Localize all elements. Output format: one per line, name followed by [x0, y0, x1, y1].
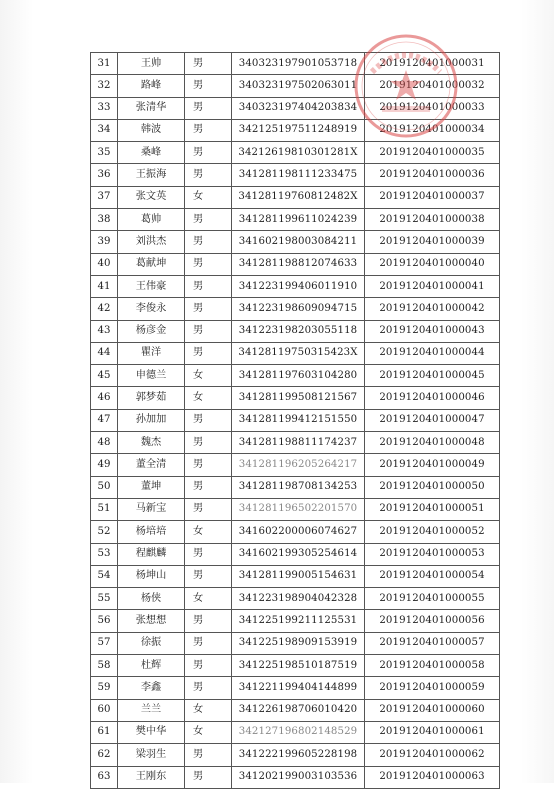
registration-number: 2019120401000055: [365, 588, 500, 610]
row-number: 41: [91, 275, 118, 297]
id-number: 341223198904042328: [232, 588, 365, 610]
person-name: 张想想: [118, 610, 185, 632]
person-name: 兰兰: [118, 699, 185, 721]
id-number: 341223198203055118: [232, 320, 365, 342]
row-number: 60: [91, 699, 118, 721]
roster-body: [91, 53, 500, 789]
person-name: 张清华: [118, 97, 185, 119]
table-row: [91, 275, 500, 297]
table-row: [91, 409, 500, 431]
gender: 男: [185, 119, 232, 141]
row-number: 40: [91, 253, 118, 275]
person-name: 瞿洋: [118, 342, 185, 364]
person-name: 王伟豪: [118, 275, 185, 297]
person-name: 王振海: [118, 164, 185, 186]
person-name: 李俊永: [118, 298, 185, 320]
registration-number: 2019120401000034: [365, 119, 500, 141]
registration-number: 2019120401000058: [365, 655, 500, 677]
row-number: 38: [91, 209, 118, 231]
id-number: 341281199005154631: [232, 565, 365, 587]
registration-number: 2019120401000047: [365, 409, 500, 431]
table-row: [91, 744, 500, 766]
person-name: 孙加加: [118, 409, 185, 431]
id-number: 342125197511248919: [232, 119, 365, 141]
gender: 男: [185, 632, 232, 654]
row-number: 58: [91, 655, 118, 677]
id-number: 341281199611024239: [232, 209, 365, 231]
person-name: 杨彦金: [118, 320, 185, 342]
person-name: 梁羽生: [118, 744, 185, 766]
row-number: 52: [91, 521, 118, 543]
gender: 男: [185, 498, 232, 520]
table-row: [91, 677, 500, 699]
person-name: 王帅: [118, 53, 185, 75]
id-number: 341202199003103536: [232, 766, 365, 788]
id-number: 341281199412151550: [232, 409, 365, 431]
gender: 女: [185, 588, 232, 610]
registration-number: 2019120401000038: [365, 209, 500, 231]
row-number: 32: [91, 75, 118, 97]
person-name: 王刚东: [118, 766, 185, 788]
table-row: [91, 253, 500, 275]
gender: 女: [185, 387, 232, 409]
table-row: [91, 432, 500, 454]
id-number: 341223199406011910: [232, 275, 365, 297]
registration-number: 2019120401000033: [365, 97, 500, 119]
gender: 男: [185, 766, 232, 788]
gender: 男: [185, 53, 232, 75]
person-name: 刘洪杰: [118, 231, 185, 253]
person-name: 李鑫: [118, 677, 185, 699]
registration-number: 2019120401000032: [365, 75, 500, 97]
row-number: 62: [91, 744, 118, 766]
person-name: 魏杰: [118, 432, 185, 454]
registration-number: 2019120401000043: [365, 320, 500, 342]
person-name: 徐振: [118, 632, 185, 654]
table-row: [91, 119, 500, 141]
row-number: 56: [91, 610, 118, 632]
gender: 女: [185, 365, 232, 387]
table-row: [91, 387, 500, 409]
person-name: 韩波: [118, 119, 185, 141]
gender: 男: [185, 209, 232, 231]
registration-number: 2019120401000046: [365, 387, 500, 409]
gender: 男: [185, 677, 232, 699]
gender: 男: [185, 231, 232, 253]
person-name: 路峰: [118, 75, 185, 97]
table-row: [91, 588, 500, 610]
registration-number: 2019120401000060: [365, 699, 500, 721]
row-number: 48: [91, 432, 118, 454]
id-number: 341281199508121567: [232, 387, 365, 409]
table-row: [91, 521, 500, 543]
gender: 男: [185, 253, 232, 275]
person-name: 杜辉: [118, 655, 185, 677]
table-row: [91, 543, 500, 565]
registration-number: 2019120401000050: [365, 476, 500, 498]
gender: 女: [185, 699, 232, 721]
table-row: [91, 164, 500, 186]
row-number: 49: [91, 454, 118, 476]
person-name: 程麒麟: [118, 543, 185, 565]
id-number: 341281196205264217: [232, 454, 365, 476]
registration-number: 2019120401000035: [365, 142, 500, 164]
row-number: 59: [91, 677, 118, 699]
registration-number: 2019120401000054: [365, 565, 500, 587]
table-row: [91, 498, 500, 520]
id-number: 341225199211125531: [232, 610, 365, 632]
row-number: 47: [91, 409, 118, 431]
registration-number: 2019120401000031: [365, 53, 500, 75]
gender: 男: [185, 75, 232, 97]
table-row: [91, 476, 500, 498]
id-number: 341221199404144899: [232, 677, 365, 699]
table-row: [91, 142, 500, 164]
id-number: 341281197603104280: [232, 365, 365, 387]
row-number: 46: [91, 387, 118, 409]
person-name: 樊中华: [118, 721, 185, 743]
id-number: 34212619810301281X: [232, 142, 365, 164]
row-number: 36: [91, 164, 118, 186]
registration-number: 2019120401000051: [365, 498, 500, 520]
row-number: 53: [91, 543, 118, 565]
gender: 男: [185, 744, 232, 766]
id-number: 340323197901053718: [232, 53, 365, 75]
gender: 男: [185, 142, 232, 164]
registration-number: 2019120401000037: [365, 186, 500, 208]
gender: 女: [185, 186, 232, 208]
person-name: 桑峰: [118, 142, 185, 164]
registration-number: 2019120401000036: [365, 164, 500, 186]
id-number: 34128119760812482X: [232, 186, 365, 208]
row-number: 54: [91, 565, 118, 587]
registration-number: 2019120401000062: [365, 744, 500, 766]
gender: 男: [185, 342, 232, 364]
table-row: [91, 97, 500, 119]
id-number: 341281196502201570: [232, 498, 365, 520]
id-number: 341281198811174237: [232, 432, 365, 454]
id-number: 341226198706010420: [232, 699, 365, 721]
table-row: [91, 632, 500, 654]
gender: 男: [185, 543, 232, 565]
person-name: 杨坤山: [118, 565, 185, 587]
table-row: [91, 53, 500, 75]
id-number: 341223198609094715: [232, 298, 365, 320]
registration-number: 2019120401000049: [365, 454, 500, 476]
gender: 男: [185, 275, 232, 297]
person-name: 杨培培: [118, 521, 185, 543]
row-number: 39: [91, 231, 118, 253]
table-row: [91, 721, 500, 743]
gender: 男: [185, 565, 232, 587]
table-row: [91, 454, 500, 476]
person-name: 葛帅: [118, 209, 185, 231]
table-row: [91, 766, 500, 788]
row-number: 37: [91, 186, 118, 208]
row-number: 35: [91, 142, 118, 164]
table-row: [91, 565, 500, 587]
person-name: 申德兰: [118, 365, 185, 387]
registration-number: 2019120401000052: [365, 521, 500, 543]
person-name: 郭梦茹: [118, 387, 185, 409]
table-row: [91, 75, 500, 97]
row-number: 45: [91, 365, 118, 387]
row-number: 43: [91, 320, 118, 342]
table-row: [91, 610, 500, 632]
gender: 男: [185, 164, 232, 186]
gender: 男: [185, 476, 232, 498]
registration-number: 2019120401000044: [365, 342, 500, 364]
gender: 男: [185, 432, 232, 454]
person-name: 张文英: [118, 186, 185, 208]
registration-number: 2019120401000053: [365, 543, 500, 565]
table-row: [91, 231, 500, 253]
registration-number: 2019120401000057: [365, 632, 500, 654]
gender: 女: [185, 521, 232, 543]
person-name: 杨侠: [118, 588, 185, 610]
person-name: 葛献坤: [118, 253, 185, 275]
registration-number: 2019120401000042: [365, 298, 500, 320]
row-number: 63: [91, 766, 118, 788]
row-number: 57: [91, 632, 118, 654]
table-row: [91, 365, 500, 387]
id-number: 34128119750315423X: [232, 342, 365, 364]
person-name: 董全清: [118, 454, 185, 476]
person-name: 董坤: [118, 476, 185, 498]
registration-number: 2019120401000061: [365, 721, 500, 743]
id-number: 341602200006074627: [232, 521, 365, 543]
id-number: 341602198003084211: [232, 231, 365, 253]
id-number: 342127196802148529: [232, 721, 365, 743]
row-number: 42: [91, 298, 118, 320]
registration-number: 2019120401000041: [365, 275, 500, 297]
id-number: 340323197502063011: [232, 75, 365, 97]
person-name: 马新宝: [118, 498, 185, 520]
gender: 女: [185, 721, 232, 743]
id-number: 340323197404203834: [232, 97, 365, 119]
table-row: [91, 342, 500, 364]
table-row: [91, 209, 500, 231]
registration-number: 2019120401000059: [365, 677, 500, 699]
row-number: 31: [91, 53, 118, 75]
registration-number: 2019120401000045: [365, 365, 500, 387]
row-number: 34: [91, 119, 118, 141]
gender: 男: [185, 320, 232, 342]
row-number: 61: [91, 721, 118, 743]
table-row: [91, 699, 500, 721]
id-number: 341281198708134253: [232, 476, 365, 498]
row-number: 33: [91, 97, 118, 119]
id-number: 341281198111233475: [232, 164, 365, 186]
registration-number: 2019120401000063: [365, 766, 500, 788]
table-row: [91, 320, 500, 342]
gender: 男: [185, 610, 232, 632]
row-number: 51: [91, 498, 118, 520]
row-number: 44: [91, 342, 118, 364]
registration-number: 2019120401000040: [365, 253, 500, 275]
id-number: 341602199305254614: [232, 543, 365, 565]
row-number: 50: [91, 476, 118, 498]
row-number: 55: [91, 588, 118, 610]
gender: 男: [185, 454, 232, 476]
id-number: 341222199605228198: [232, 744, 365, 766]
roster-table: [90, 52, 500, 789]
gender: 男: [185, 655, 232, 677]
gender: 男: [185, 97, 232, 119]
gender: 男: [185, 298, 232, 320]
table-row: [91, 298, 500, 320]
registration-number: 2019120401000039: [365, 231, 500, 253]
id-number: 341225198909153919: [232, 632, 365, 654]
id-number: 341225198510187519: [232, 655, 365, 677]
id-number: 341281198812074633: [232, 253, 365, 275]
gender: 男: [185, 409, 232, 431]
table-row: [91, 655, 500, 677]
registration-number: 2019120401000056: [365, 610, 500, 632]
registration-number: 2019120401000048: [365, 432, 500, 454]
table-row: [91, 186, 500, 208]
